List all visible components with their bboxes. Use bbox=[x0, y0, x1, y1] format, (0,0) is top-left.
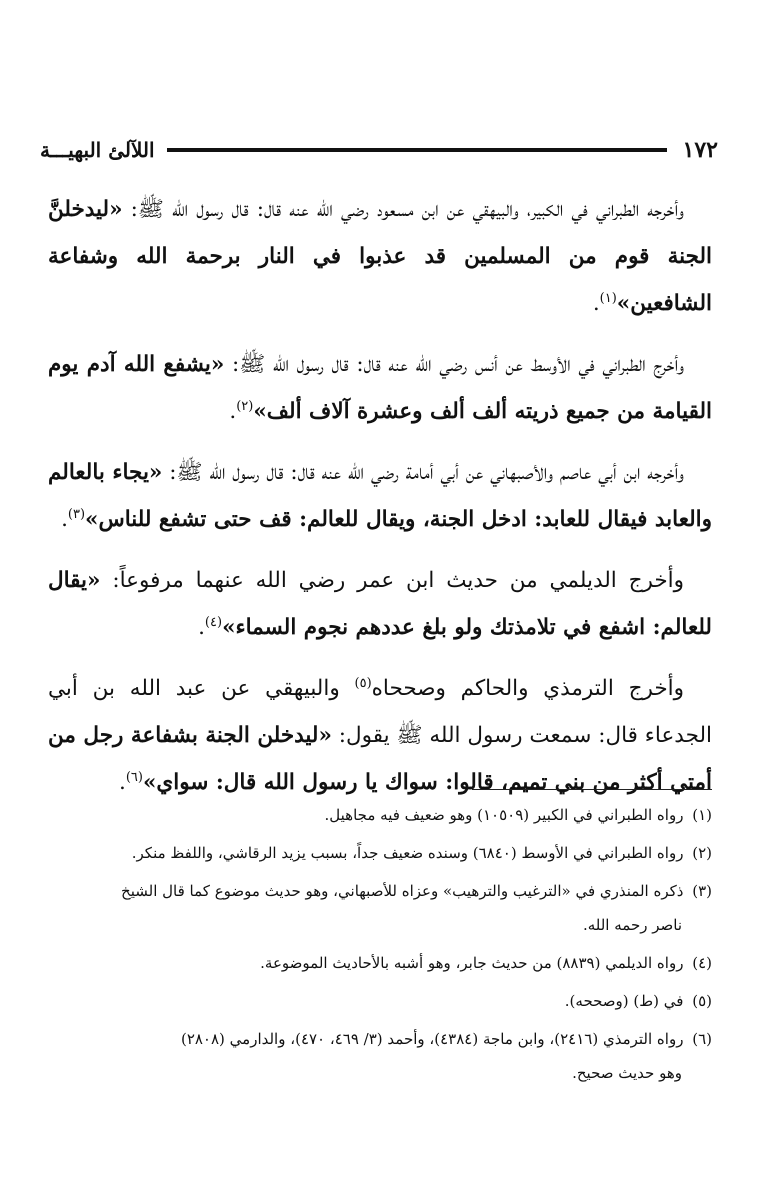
hadith-text: «ليدخلن الجنة بشفاعة رجل من أمتي أكثر من بني تميم، قالوا: سواك يا رسول الله قال: سواي» bbox=[48, 723, 712, 795]
paragraph-3 bbox=[48, 449, 712, 543]
paragraph-end: . bbox=[119, 770, 126, 795]
footnote-number: (٥) bbox=[692, 992, 712, 1010]
paragraph-intro: وأخرج الطبراني في الأوسط عن أنس رضي الله عنه قال: قال رسول الله ﷺ: bbox=[224, 352, 685, 377]
page-number: ١٧٢ bbox=[682, 137, 718, 163]
paragraph-intro-continued: والبيهقي عن عبد الله بن أبي الجدعاء قال: سمعت رسول الله ﷺ يقول: bbox=[48, 676, 712, 748]
footnote-number: (٢) bbox=[692, 844, 712, 862]
footnote-text: رواه الديلمي (٨٨٣٩) من حديث جابر، وهو أشبه بالأحاديث الموضوعة. bbox=[260, 954, 684, 972]
footnote-continuation: ناصر رحمه الله. bbox=[582, 916, 682, 934]
hadith-text: «ليدخلنَّ الجنة قوم من المسلمين قد عذبوا في النار برحمة الله وشفاعة الشافعين» bbox=[48, 197, 712, 316]
footnote-separator bbox=[472, 789, 712, 790]
paragraph-end: . bbox=[592, 291, 600, 316]
footnote-number: (١) bbox=[692, 806, 712, 824]
footnote-ref[interactable]: (١) bbox=[599, 290, 617, 306]
footnote-number: (٦) bbox=[692, 1030, 712, 1048]
footnote-1 bbox=[44, 798, 712, 832]
paragraph-2 bbox=[48, 341, 712, 435]
footnote-ref[interactable]: (٦) bbox=[125, 769, 143, 785]
paragraph-end: . bbox=[198, 615, 205, 640]
header-rule bbox=[167, 148, 667, 152]
paragraph-intro: وأخرج الديلمي من حديث ابن عمر رضي الله عنهما مرفوعاً: bbox=[100, 568, 684, 593]
paragraph-1 bbox=[48, 186, 712, 327]
footnote-text: في (ط) (وصححه). bbox=[564, 992, 684, 1010]
footnote-number: (٣) bbox=[692, 882, 712, 900]
book-title: اللآلئ البهيـــة bbox=[40, 138, 155, 162]
footnote-3 bbox=[44, 874, 712, 942]
footnote-text: رواه الطبراني في الأوسط (٦٨٤٠) وسنده ضعيف جداً، بسبب يزيد الرقاشي، واللفظ منكر. bbox=[131, 844, 684, 862]
paragraph-intro: وأخرجه ابن أبي عاصم والأصبهاني عن أبي أمامة رضي الله عنه قال: قال رسول الله ﷺ: bbox=[162, 460, 684, 485]
paragraph-5 bbox=[48, 665, 712, 806]
paragraph-4 bbox=[48, 557, 712, 651]
footnote-text: رواه الترمذي (٢٤١٦)، وابن ماجة (٤٣٨٤)، وأحمد (٣/ ٤٦٩، ٤٧٠)، والدارمي (٢٨٠٨) bbox=[180, 1030, 684, 1048]
hadith-text: «يقال للعالم: اشفع في تلامذتك ولو بلغ عددهم نجوم السماء» bbox=[48, 568, 712, 640]
hadith-text: «يشفع الله آدم يوم القيامة من جميع ذريته ألف ألف وعشرة آلاف ألف» bbox=[48, 352, 712, 424]
page-header bbox=[40, 128, 718, 172]
footnote-2 bbox=[44, 836, 712, 870]
paragraph-intro: وأخرج الترمذي والحاكم وصححاه bbox=[371, 676, 684, 701]
footnote-ref[interactable]: (٤) bbox=[204, 614, 223, 630]
footnote-5 bbox=[44, 984, 712, 1018]
footnote-4 bbox=[44, 946, 712, 980]
footnote-text: ذكره المنذري في «الترغيب والترهيب» وعزاه للأصبهاني، وهو حديث موضوع كما قال الشيخ bbox=[121, 882, 684, 900]
paragraph-intro: وأخرجه الطبراني في الكبير، والبيهقي عن ابن مسعود رضي الله عنه قال: قال رسول الله ﷺ: bbox=[122, 197, 684, 222]
footnote-6 bbox=[44, 1022, 712, 1090]
footnote-ref[interactable]: (٥) bbox=[354, 675, 372, 691]
footnote-text: رواه الطبراني في الكبير (١٠٥٠٩) وهو ضعيف فيه مجاهيل. bbox=[324, 806, 684, 824]
paragraph-end: . bbox=[61, 507, 68, 532]
footnote-number: (٤) bbox=[692, 954, 712, 972]
footnote-continuation: وهو حديث صحيح. bbox=[572, 1064, 682, 1082]
hadith-text: «يجاء بالعالم والعابد فيقال للعابد: ادخل الجنة، ويقال للعالم: قف حتى تشفع للناس» bbox=[48, 460, 712, 532]
paragraph-end: . bbox=[229, 399, 237, 424]
main-text bbox=[48, 186, 712, 820]
footnotes bbox=[44, 798, 712, 1094]
footnote-ref[interactable]: (٣) bbox=[67, 506, 86, 522]
footnote-ref[interactable]: (٢) bbox=[236, 398, 254, 414]
